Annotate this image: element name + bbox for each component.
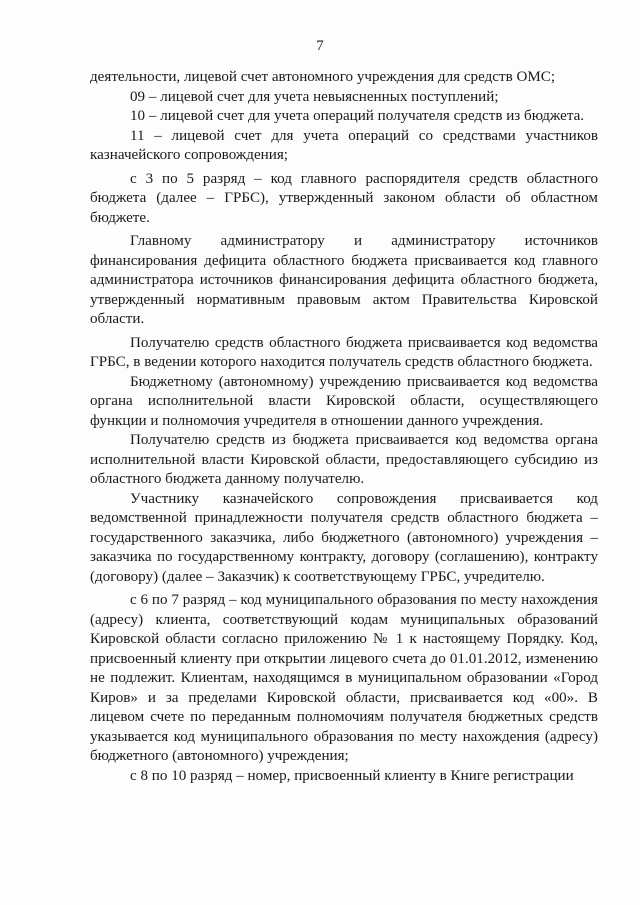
paragraph: Главному администратору и администратору источников финансирования дефицита областного бюджета присваивается код главного администратора источников финансирования дефицита областного бюджета, утвержденный нормативным правовым актом Правительства Кировской области.: [90, 233, 598, 327]
paragraph: 11 – лицевой счет для учета операций со средствами участников казначейского сопровождения;: [90, 127, 598, 163]
page-number: 7: [316, 38, 324, 54]
paragraph: 09 – лицевой счет для учета невыясненных поступлений;: [130, 88, 499, 105]
paragraph: с 3 по 5 разряд – код главного распорядителя средств областного бюджета (далее – ГРБС), утвержденный законом области об областном бюджете.: [90, 170, 598, 226]
paragraph: Получателю средств из бюджета присваивается код ведомства органа исполнительной власти Кировской области, предоставляющего субсидию из областного бюджета данному получателю.: [90, 432, 598, 487]
paragraph: Получателю средств областного бюджета присваивается код ведомства ГРБС, в ведении которого находится получатель средств областного бюджета.: [90, 334, 598, 370]
paragraph: Участнику казначейского сопровождения присваивается код ведомственной принадлежности получателя средств областного бюджета – государственного заказчика, либо бюджетного (автономного) учреждения – заказчика по государственному контракту, договору (соглашению), контракту (договору) (далее – Заказчик) к соответствующему ГРБС, учредителю.: [90, 490, 598, 585]
paragraph: с 8 по 10 разряд – номер, присвоенный клиенту в Книге регистрации: [130, 767, 574, 784]
paragraph: 10 – лицевой счет для учета операций получателя средств из бюджета.: [130, 108, 585, 124]
paragraph-continuation: деятельности, лицевой счет автономного учреждения для средств ОМС;: [90, 69, 556, 85]
document-body: [90, 68, 598, 786]
paragraph: с 6 по 7 разряд – код муниципального образования по месту нахождения (адресу) клиента, соответствующий кодам муниципальных образований Кировской области согласно приложению № 1 к настоящему Порядку. Код, присвоенный клиенту при открытии лицевого счета до 01.01.2012, изменению не подлежит. Клиентам, находящимся в муниципальном образовании «Город Киров» и за пределами Кировской области, присваивается код «00». В лицевом счете по переданным полномочиям получателя бюджетных средств указывается код муниципального образования по месту нахождения (адресу) бюджетного (автономного) учреждения;: [90, 592, 598, 764]
paragraph: Бюджетному (автономному) учреждению присваивается код ведомства органа исполнительной власти Кировской области, осуществляющего функции и полномочия учредителя в отношении данного учреждения.: [90, 373, 598, 429]
